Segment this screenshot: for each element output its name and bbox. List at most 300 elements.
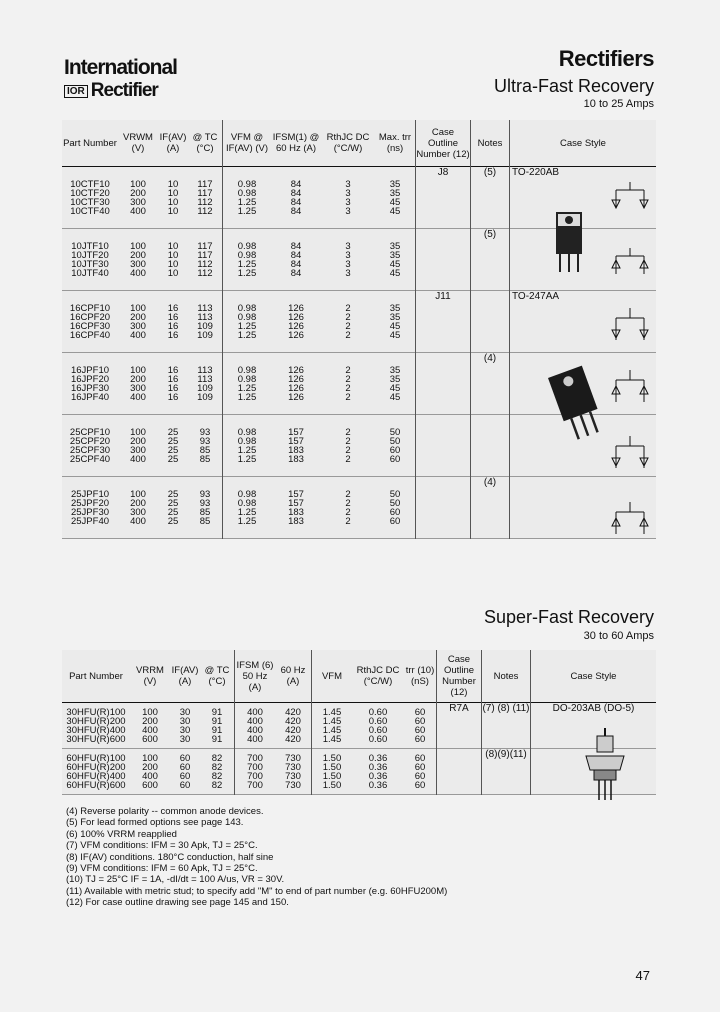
vfm	[312, 703, 353, 749]
trr-value: 50	[389, 426, 401, 438]
trr	[375, 477, 416, 539]
case-outline	[416, 229, 471, 291]
ifav-value: 16	[167, 311, 179, 323]
vfm-value: 1.25	[237, 382, 257, 394]
ifsm-60hz-value: 420	[285, 724, 301, 736]
tc	[188, 229, 223, 291]
notes	[471, 415, 510, 477]
trr-value: 45	[389, 196, 401, 208]
part-number-value: 16CPF20	[69, 311, 111, 323]
trr-value: 50	[389, 488, 401, 500]
ifav-value: 10	[167, 240, 179, 252]
trr-value: 35	[389, 240, 401, 252]
vrwm-value: 100	[130, 426, 146, 438]
rthjc-value: 2	[345, 444, 351, 456]
vrwm-value: 300	[130, 196, 146, 208]
tc	[188, 415, 223, 477]
vfm-value: 1.25	[237, 444, 257, 456]
vrwm-value: 400	[130, 329, 146, 341]
vfm-value: 1.50	[322, 761, 342, 773]
ifav-value: 60	[179, 770, 191, 782]
vfm	[223, 229, 272, 291]
rthjc	[321, 229, 375, 291]
tc	[200, 749, 235, 795]
tc-value: 93	[199, 497, 211, 509]
col2-header-ifav: IF(AV) (A)	[171, 665, 199, 687]
footnote: (4) Reverse polarity -- common anode devices.	[66, 806, 264, 817]
trr-value: 35	[389, 178, 401, 190]
part-number-value: 30HFU(R)600	[66, 733, 126, 745]
vfm-value: 0.98	[237, 426, 257, 438]
ifsm-50hz-value: 400	[247, 706, 263, 718]
vrwm-value: 300	[130, 444, 146, 456]
notes: (5)	[471, 167, 510, 229]
ifav	[158, 353, 188, 415]
vrwm	[118, 167, 158, 229]
ifsm-value: 84	[290, 196, 302, 208]
ifsm-50hz-value: 700	[247, 770, 263, 782]
vrwm	[118, 353, 158, 415]
vrwm-value: 300	[130, 382, 146, 394]
part-number-value: 30HFU(R)400	[66, 724, 126, 736]
rthjc-value: 2	[345, 435, 351, 447]
rthjc	[321, 291, 375, 353]
vrwm-value: 200	[130, 497, 146, 509]
trr	[375, 353, 416, 415]
part-number	[62, 229, 118, 291]
ifav-value: 25	[167, 497, 179, 509]
vfm-value: 0.98	[237, 187, 257, 199]
page-number: 47	[635, 968, 650, 983]
rthjc-value: 2	[345, 329, 351, 341]
ifsm-value: 126	[288, 311, 304, 323]
rthjc-value: 3	[345, 205, 351, 217]
trr-value: 35	[389, 187, 401, 199]
ifsm-value: 183	[288, 506, 304, 518]
part-number-value: 25CPF20	[69, 435, 111, 447]
tc-value: 82	[211, 770, 223, 782]
rthjc-value: 2	[345, 302, 351, 314]
trr-value: 45	[389, 391, 401, 403]
part-number-value: 16JPF40	[70, 391, 110, 403]
tc-value: 113	[197, 373, 213, 385]
ifsm-value: 126	[288, 364, 304, 376]
vrwm-value: 200	[130, 311, 146, 323]
ifsm-60hz-value: 730	[285, 770, 301, 782]
vfm-value: 1.25	[237, 391, 257, 403]
ifsm	[271, 291, 321, 353]
case-outline: J8	[416, 167, 471, 229]
ifsm	[271, 167, 321, 229]
part-number-value: 60HFU(R)400	[66, 770, 126, 782]
trr-value: 35	[389, 311, 401, 323]
part-number-value: 25CPF10	[69, 426, 111, 438]
col-header-rth: RthJC DC (°C/W)	[326, 132, 370, 154]
ifav-value: 10	[167, 258, 179, 270]
ifsm-value: 126	[288, 373, 304, 385]
ifav-value: 10	[167, 249, 179, 261]
ifsm-value: 157	[288, 497, 304, 509]
vrrm-value: 600	[142, 733, 158, 745]
ifav-value: 10	[167, 196, 179, 208]
part-number-value: 25CPF30	[69, 444, 111, 456]
col-header-vfm: VFM @ IF(AV) (V)	[225, 132, 269, 154]
ifav-value: 25	[167, 426, 179, 438]
ifav-value: 10	[167, 267, 179, 279]
tc	[188, 167, 223, 229]
rthjc-value: 2	[345, 515, 351, 527]
ifsm-value: 183	[288, 453, 304, 465]
trr-value: 45	[389, 320, 401, 332]
part-number-value: 10CTF10	[70, 178, 110, 190]
company-logo-line2	[64, 80, 158, 102]
rthjc-value: 2	[345, 426, 351, 438]
vrwm-value: 100	[130, 240, 146, 252]
ifsm	[271, 415, 321, 477]
tc-value: 109	[197, 329, 213, 341]
trr-value: 60	[414, 715, 426, 727]
ifsm-50hz-value: 700	[247, 752, 263, 764]
rthjc	[352, 749, 404, 795]
tc-value: 85	[199, 444, 211, 456]
trr-value: 60	[414, 724, 426, 736]
rthjc	[321, 167, 375, 229]
vfm-value: 1.25	[237, 205, 257, 217]
vfm-value: 1.25	[237, 196, 257, 208]
col-header-style: Case Style	[560, 137, 606, 149]
vfm-value: 1.25	[237, 267, 257, 279]
company-logo-line1: International	[64, 56, 178, 79]
ifsm-60hz-value: 730	[285, 752, 301, 764]
part-number-value: 30HFU(R)200	[66, 715, 126, 727]
part-number-value: 25JPF10	[70, 488, 110, 500]
part-number-value: 10JTF10	[71, 240, 109, 252]
ifsm-50hz-value: 700	[247, 761, 263, 773]
case-style: TO-220AB	[512, 167, 560, 178]
part-number-value: 16JPF30	[70, 382, 110, 394]
tc-value: 82	[211, 752, 223, 764]
rthjc-value: 3	[345, 258, 351, 270]
rthjc-value: 0.60	[368, 706, 388, 718]
ifav-value: 25	[167, 515, 179, 527]
tc-value: 91	[211, 715, 223, 727]
ifsm-60hz-value: 420	[285, 715, 301, 727]
to247-schematic-icon	[612, 308, 648, 534]
ifsm-value: 84	[290, 258, 302, 270]
col2-header-i60: 60 Hz (A)	[275, 650, 312, 703]
vfm	[223, 353, 272, 415]
footnote: (10) TJ = 25°C IF = 1A, -dI/dt = 100 A/us, VR = 30V.	[66, 874, 285, 886]
rthjc-value: 3	[345, 196, 351, 208]
vrwm-value: 400	[130, 267, 146, 279]
ifav	[158, 415, 188, 477]
vfm-value: 1.45	[322, 706, 342, 718]
part-number-value: 60HFU(R)600	[66, 779, 126, 791]
col2-header-trr: trr (10) (nS)	[404, 650, 437, 703]
to220-package-icon	[556, 212, 582, 272]
rthjc-value: 2	[345, 320, 351, 332]
ifsm-60hz	[275, 749, 312, 795]
ifsm-value: 126	[288, 391, 304, 403]
ifsm-60hz-value: 420	[285, 706, 301, 718]
vrrm-value: 100	[142, 752, 158, 764]
vrwm-value: 100	[130, 302, 146, 314]
ifsm-value: 183	[288, 444, 304, 456]
case-outline: J11	[416, 291, 471, 353]
ifav-value: 25	[167, 444, 179, 456]
ifav-value: 16	[167, 391, 179, 403]
tc-value: 117	[197, 249, 213, 261]
rthjc-value: 2	[345, 311, 351, 323]
ifav-value: 60	[179, 779, 191, 791]
trr-value: 60	[414, 770, 426, 782]
part-number	[62, 477, 118, 539]
table-row	[62, 703, 656, 749]
rthjc-value: 2	[345, 453, 351, 465]
tc-value: 113	[197, 302, 213, 314]
vfm	[223, 415, 272, 477]
vrwm-value: 300	[130, 258, 146, 270]
vfm-value: 0.98	[237, 435, 257, 447]
vrwm-value: 100	[130, 178, 146, 190]
case-style: DO-203AB (DO-5)	[552, 703, 635, 714]
vfm	[312, 749, 353, 795]
tc-value: 113	[197, 311, 213, 323]
vrwm-value: 100	[130, 488, 146, 500]
ifav	[170, 749, 200, 795]
ifav-value: 10	[167, 178, 179, 190]
rthjc-value: 3	[345, 240, 351, 252]
vfm-value: 0.98	[237, 311, 257, 323]
col-header-notes: Notes	[471, 120, 510, 167]
vrrm	[130, 703, 170, 749]
tc-value: 85	[199, 453, 211, 465]
ifsm-value: 84	[290, 205, 302, 217]
ifav-value: 60	[179, 761, 191, 773]
vrwm-value: 400	[130, 515, 146, 527]
to247-package-icon	[548, 366, 605, 442]
tc-value: 85	[199, 515, 211, 527]
to220-alt-schematic-icon	[612, 248, 648, 274]
trr	[375, 167, 416, 229]
rthjc-value: 2	[345, 391, 351, 403]
trr-value: 60	[414, 733, 426, 745]
vrwm-value: 400	[130, 453, 146, 465]
trr-value: 50	[389, 497, 401, 509]
tc-value: 85	[199, 506, 211, 518]
ifsm-value: 84	[290, 249, 302, 261]
col-header-ifsm: IFSM(1) @ 60 Hz (A)	[272, 132, 320, 154]
ifav-value: 16	[167, 373, 179, 385]
rthjc-value: 2	[345, 497, 351, 509]
ifav	[158, 229, 188, 291]
vrwm-value: 400	[130, 391, 146, 403]
ifav-value: 60	[179, 752, 191, 764]
trr-value: 60	[414, 761, 426, 773]
ifav-value: 10	[167, 187, 179, 199]
rthjc-value: 3	[345, 249, 351, 261]
part-number-value: 25JPF20	[70, 497, 110, 509]
ifsm	[271, 229, 321, 291]
ifav-value: 25	[167, 506, 179, 518]
tc-value: 117	[197, 178, 213, 190]
ifav-value: 30	[179, 715, 191, 727]
super-fast-table	[62, 650, 656, 795]
part-number-value: 16CPF30	[69, 320, 111, 332]
vfm-value: 0.98	[237, 364, 257, 376]
vrwm-value: 200	[130, 373, 146, 385]
part-number-value: 10JTF30	[71, 258, 109, 270]
ifsm-50hz-value: 400	[247, 724, 263, 736]
trr	[375, 415, 416, 477]
trr-value: 35	[389, 302, 401, 314]
trr	[404, 703, 437, 749]
vrwm-value: 400	[130, 205, 146, 217]
ifav-value: 30	[179, 706, 191, 718]
ifav	[158, 291, 188, 353]
part-number	[62, 291, 118, 353]
col2-header-part: Part Number	[69, 670, 123, 682]
vrrm-value: 600	[142, 779, 158, 791]
notes: (4)	[471, 353, 510, 415]
tc-value: 117	[197, 240, 213, 252]
ior-logo-icon: IOR	[64, 85, 88, 98]
col2-header-rth: RthJC DC (°C/W)	[356, 665, 400, 687]
col-header-trr: Max. trr (ns)	[375, 120, 416, 167]
col-header-tc: @ TC (°C)	[188, 120, 223, 167]
footnote: (7) VFM conditions: IFM = 30 Apk, TJ = 25°C.	[66, 840, 258, 852]
trr-value: 35	[389, 249, 401, 261]
tc-value: 82	[211, 761, 223, 773]
case-outline	[437, 749, 482, 795]
rthjc-value: 2	[345, 506, 351, 518]
ifsm-60hz	[275, 703, 312, 749]
trr-value: 60	[389, 453, 401, 465]
ifav-value: 16	[167, 302, 179, 314]
to220-schematic-icon	[612, 182, 648, 208]
rthjc-value: 3	[345, 267, 351, 279]
vrwm	[118, 415, 158, 477]
part-number-value: 30HFU(R)100	[66, 706, 126, 718]
part-number-value: 60HFU(R)100	[66, 752, 126, 764]
company-logo-text: Rectifier	[90, 80, 158, 101]
vrwm-value: 100	[130, 364, 146, 376]
notes: (4)	[471, 477, 510, 539]
tc-value: 91	[211, 724, 223, 736]
trr-value: 60	[389, 506, 401, 518]
ifsm-50hz-value: 700	[247, 779, 263, 791]
ifsm-value: 84	[290, 240, 302, 252]
trr-value: 45	[389, 205, 401, 217]
vrrm-value: 200	[142, 715, 158, 727]
col2-header-i50: IFSM (6) 50 Hz (A)	[236, 659, 274, 693]
tc-value: 112	[197, 205, 213, 217]
col2-header-notes: Notes	[482, 650, 531, 703]
trr-value: 45	[389, 267, 401, 279]
ifsm-50hz-value: 400	[247, 715, 263, 727]
rthjc-value: 0.36	[368, 761, 388, 773]
footnotes	[66, 806, 447, 909]
ifsm-60hz-value: 420	[285, 733, 301, 745]
vfm-value: 1.50	[322, 770, 342, 782]
vrrm-value: 400	[142, 724, 158, 736]
vfm-value: 1.50	[322, 779, 342, 791]
ifav-value: 16	[167, 320, 179, 332]
ifsm-60hz-value: 730	[285, 761, 301, 773]
vfm-value: 1.25	[237, 329, 257, 341]
part-number-value: 10CTF30	[70, 196, 110, 208]
notes: (7) (8) (11)	[482, 703, 531, 749]
ifsm-value: 157	[288, 426, 304, 438]
tc-value: 109	[197, 382, 213, 394]
ifsm	[271, 477, 321, 539]
ifav-value: 30	[179, 733, 191, 745]
part-number	[62, 749, 130, 795]
vrrm	[130, 749, 170, 795]
ifav-value: 16	[167, 329, 179, 341]
trr-value: 35	[389, 364, 401, 376]
tc-value: 113	[197, 364, 213, 376]
tc	[188, 291, 223, 353]
trr	[375, 229, 416, 291]
rthjc-value: 2	[345, 364, 351, 376]
footnote: (8) IF(AV) conditions. 180°C conduction, half sine	[66, 851, 274, 863]
trr-value: 45	[389, 329, 401, 341]
part-number-value: 16CPF10	[69, 302, 111, 314]
part-number	[62, 167, 118, 229]
ifsm-value: 157	[288, 435, 304, 447]
ifav-value: 30	[179, 724, 191, 736]
vrwm-value: 200	[130, 249, 146, 261]
tc-value: 112	[197, 196, 213, 208]
notes: (8)(9)(11)	[482, 749, 531, 795]
rthjc-value: 0.36	[368, 752, 388, 764]
ifsm-50hz	[235, 703, 276, 749]
vrrm-value: 400	[142, 770, 158, 782]
trr-value: 60	[414, 779, 426, 791]
part-number-value: 25JPF40	[70, 515, 110, 527]
trr-value: 60	[389, 515, 401, 527]
case-outline	[416, 415, 471, 477]
col2-header-outline: Case Outline Number (12)	[437, 650, 482, 703]
tc-value: 91	[211, 706, 223, 718]
rthjc-value: 2	[345, 382, 351, 394]
vfm-value: 0.98	[237, 249, 257, 261]
vfm-value: 1.25	[237, 258, 257, 270]
part-number-value: 25CPF40	[69, 453, 111, 465]
col-header-part: Part Number	[63, 137, 117, 149]
footnote: (11) Available with metric stud; to specify add "M" to end of part number (e.g. 60HFU200M)	[66, 885, 448, 897]
part-number-value: 10JTF40	[71, 267, 109, 279]
notes	[471, 291, 510, 353]
ifsm-value: 183	[288, 515, 304, 527]
footnote: (6) 100% VRRM reapplied	[66, 828, 177, 840]
vfm-value: 1.45	[322, 715, 342, 727]
part-number-value: 25JPF30	[70, 506, 110, 518]
section2-subtitle: Super-Fast Recovery	[483, 607, 654, 627]
vfm	[223, 167, 272, 229]
ifsm-value: 126	[288, 382, 304, 394]
vfm-value: 1.25	[237, 515, 257, 527]
rthjc-value: 2	[345, 488, 351, 500]
package-diagrams	[548, 182, 658, 552]
tc	[188, 477, 223, 539]
tc-value: 112	[197, 258, 213, 270]
case-outline	[416, 477, 471, 539]
trr-value: 45	[389, 382, 401, 394]
footnote: (9) VFM conditions: IFM = 60 Apk, TJ = 25°C.	[66, 863, 258, 875]
ifsm-value: 126	[288, 320, 304, 332]
